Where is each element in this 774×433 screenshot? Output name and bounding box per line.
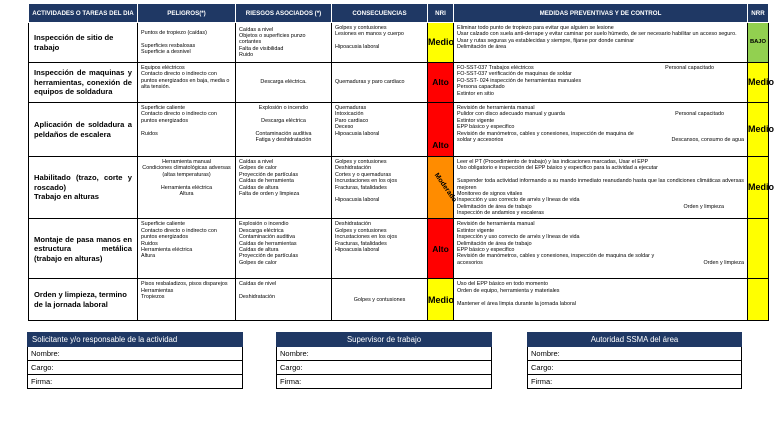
nri-badge: Alto [428,103,454,157]
consequence-line: Golpes y contusiones [353,296,406,303]
measure-line: FO-SST-037 Trabajos eléctricos [457,65,534,71]
consequences-cell [332,219,428,279]
risk-line: Caídas de herramientas [239,240,297,247]
consequence-line: Incrustaciones en los ojos [335,234,398,241]
measures-cell [454,279,748,321]
consequence-line: Deshidratación [335,165,371,172]
hazards-cell [138,103,236,157]
measure-line: EPP básico y especifico [457,246,515,253]
activity-cell: Montaje de pasa manos en estructura metálica (trabajo en alturas) [29,219,138,279]
header-risks: RIESGOS ASOCIADOS (*) [236,4,332,23]
measure-line: Pulidor con disco adecuado manual y guarda [457,111,565,118]
signature-title: Solicitante y/o responsable de la actividad [28,333,243,347]
hazard-line: Tropiezos [141,294,165,301]
measure-line: Mantener el área limpia durante la jornada laboral [457,300,576,307]
consequences-cell [332,63,428,103]
measure-line: Eliminar todo punto de tropiezo para evitar que alguien se lesione [457,25,614,31]
risk-line: Golpes de calor [239,259,277,266]
hazards-cell [138,23,236,63]
nrr-badge [748,279,769,321]
measures-cell [454,219,748,279]
measures-cell [454,63,748,103]
risk-line: Ruido [239,52,254,59]
measure-line: Persona capacitado [457,84,505,91]
header-consequences: CONSECUENCIAS [332,4,428,23]
hazard-line: Ruidos [141,130,158,137]
nri-badge [428,157,458,219]
measure-line: Revisión de manómetros, cables y conexiones, inspección de maquina de soldar y accesorios [457,130,634,143]
risk-line: Contaminación auditiva [255,130,312,137]
risks-cell [236,219,332,279]
signature-block-requester [27,332,243,389]
signature-field-signature[interactable]: Firma: [28,375,243,389]
risk-line: Caídas de nivel [239,281,277,288]
hazard-line: Altura [141,253,156,260]
hazard-line: Herramienta eléctrica [160,184,213,191]
nri-badge-label: Moderado [432,171,458,204]
measures-cell [454,103,748,157]
measure-line: Inspección de andamios y escaleras [457,210,544,216]
consequences-cell [332,103,428,157]
consequence-line: Paro cardiaco [335,117,369,124]
activity-line: Trabajo en alturas [34,192,99,202]
measure-line: Leer el PT (Procedimiento de trabajo) y las indicaciones marcadas, Usar el EPP [457,159,649,165]
risk-line: Explosión o incendio [239,221,289,228]
consequence-line: Deceso [335,124,354,131]
table-row [29,279,769,321]
measure-line: Revisión de manómetros, cables y conexiones, inspección de maquina de soldar y accesorios [457,253,655,266]
header-row [29,4,769,23]
measure-line: Orden de equipo, herramienta y materiales [457,287,560,294]
header-activity: ACTIVIDADES O TAREAS DEL DIA [29,4,138,23]
risk-matrix-table [28,3,774,321]
hazard-line: Superficie caliente [141,221,186,228]
nrr-badge: Medio [748,103,769,157]
signature-block-supervisor [276,332,492,389]
measures-cell [454,157,748,219]
hazard-line: Herramientas [141,287,174,294]
table-row [29,219,769,279]
consequence-line: Lesiones en manos y cuerpo [335,31,404,38]
hazard-line: Equipos eléctricos [141,65,185,71]
activity-cell: Orden y limpieza, termino de la jornada laboral [29,279,138,321]
hazards-cell [138,157,236,219]
measure-line: EPP básico y especifico [457,124,515,131]
hazard-line: Herramienta manual [162,159,211,165]
measure-line: Extintor vigente [457,117,495,124]
signature-field-name[interactable]: Nombre: [277,347,492,361]
hazard-line: Altura [179,190,194,197]
nrr-badge: Medio [748,157,769,219]
consequence-line: Hipoacusia laboral [335,130,380,137]
measure-line: FO-SST-037 verificación de maquinas de soldar [457,71,572,78]
measure-line: Extintor vigente [457,227,495,234]
consequence-line: Golpes y contusiones [335,227,387,234]
measure-line: Usar y rutas seguras ya establecidas y siempre, fijarse por donde caminar [457,37,635,44]
consequence-line: Intoxicación [335,111,364,118]
measure-right-note: Orden y limpieza [683,203,724,210]
risk-line: Caídas a nivel [239,159,274,165]
risk-line: Descarga eléctrica. [260,79,307,86]
measure-right-note: Personal capacitado [665,65,714,71]
risks-cell [236,279,332,321]
hazard-line: Pisos resbaladizos, pisos disparejos [141,281,228,288]
signature-field-name[interactable]: Nombre: [28,347,243,361]
nri-badge: Medio [428,23,454,63]
nrr-badge: BAJO [748,23,769,63]
signature-title: Autoridad SSMA del área [528,333,742,347]
activity-line: Habilitado (trazo, corte y roscado) [34,173,132,192]
hazard-line: Contacto directo o indirecto con puntos energizados [141,227,217,241]
signature-field-position[interactable]: Cargo: [277,361,492,375]
risk-line: Descarga eléctrica [261,117,306,124]
consequences-cell [332,279,428,321]
header-hazards: PELIGROS(*) [138,4,236,23]
hazard-line: Superficie caliente [141,105,186,111]
hazard-line: Ruidos [141,240,158,247]
risks-cell [236,103,332,157]
measure-line: Delimitación de área [457,44,507,51]
table-row [29,23,769,63]
risk-line: Deshidratación [239,294,275,301]
hazard-line: Contacto directo o indirecto con puntos energizados [141,111,217,124]
signature-block-ssma [527,332,742,389]
risk-line: Objetos o superficies punzo cortantes [239,32,306,46]
hazard-line: Contacto directo o indirecto con puntos energizados en baja, media o alta tensión. [141,71,230,91]
hazard-line: Herramienta eléctrica [141,246,193,253]
header-measures: MEDIDAS PREVENTIVAS Y DE CONTROL [454,4,748,23]
risk-line: Explosión o incendio [258,105,309,111]
table-row [29,157,769,219]
risk-line: Golpes de calor [239,165,277,172]
signature-field-name[interactable]: Nombre: [528,347,742,361]
measure-line: Delimitación de área de trabajo [457,240,532,247]
signature-field-signature[interactable]: Firma: [277,375,492,389]
measure-line: Inspección y uso correcto de arnés y líneas de vida [457,234,580,241]
risk-line: Falta de orden y limpieza [239,190,300,197]
consequence-line: Incrustaciones en los ojos [335,178,398,185]
risk-line: Caídas de altura [239,184,279,191]
measure-right-note: Personal capacitado [675,111,724,118]
activity-cell [29,157,138,219]
measure-line: Delimitación de área de trabajo [457,203,532,210]
consequences-cell [332,23,428,63]
measure-right-note: Orden y limpieza [703,259,744,266]
risk-line: Proyección de partículas [239,171,299,178]
header-nri: NRI [428,4,454,23]
risk-line: Falta de visibilidad [239,45,284,52]
risk-line: Descarga eléctrica [239,227,284,234]
activity-cell: Aplicación de soldadura a peldaños de escalera [29,103,138,157]
consequence-line: Hipoacusia laboral [335,197,380,204]
consequence-line: Hipoacusia laboral [335,44,380,51]
consequence-line: Quemaduras y paro cardiaco [335,79,405,86]
risks-cell [236,63,332,103]
consequence-line: Quemaduras [335,105,367,111]
header-nrr: NRR [748,4,769,23]
risk-line: Caídas de altura [239,246,279,253]
measure-line: Suspender toda actividad informando a su mando inmediato reanudando hasta que las condiciones climáticas adversas mejoren [457,178,744,191]
hazard-line: Puntos de tropiezo (caídas) [141,29,207,36]
risks-cell [236,157,332,219]
hazard-line: Condiciones climatológicas adversas [142,165,231,172]
measure-line: Usar calzado con suela anti-derrape y evitar caminar por suelo húmedo, de ser necesario habilitar un acceso seguro. [457,31,737,38]
activity-cell: Inspección de maquinas y herramientas, conexión de equipos de soldadura [29,63,138,103]
consequence-line: Fracturas, fatalidades [335,240,387,247]
signature-field-position[interactable]: Cargo: [28,361,243,375]
hazard-line: Superficie a desnivel [141,48,191,55]
consequence-line: Cortes y o quemaduras [335,171,392,178]
measure-line: Uso del EPP básico en todo momento [457,281,548,288]
signature-field-signature[interactable]: Firma: [528,375,742,389]
nrr-badge: Medio [748,63,769,103]
risk-line: Contaminación auditiva [239,234,296,241]
hazards-cell [138,279,236,321]
table-row [29,103,769,157]
nri-badge: Alto [428,219,454,279]
measure-line: Monitoreo de signos vitales [457,190,523,197]
consequence-line: Hipoacusia laboral [335,246,380,253]
consequences-cell [332,157,428,219]
activity-cell: Inspección de sitio de trabajo [29,23,138,63]
hazard-line: Superficies resbalosas [141,42,196,49]
risks-cell [236,23,332,63]
risk-line: Proyección de partículas [239,253,299,260]
risk-line: Fatiga y deshidratación [255,136,312,143]
consequence-line: Deshidratación [335,221,371,228]
measure-line: FO-SST- 024 inspección de herramientas manuales [457,77,582,84]
nrr-badge [748,219,769,279]
measure-line: Uso obligatorio e inspección del EPP básico y especifico para la actividad a ejecutar [457,165,658,172]
signature-field-position[interactable]: Cargo: [528,361,742,375]
measure-line: Revisión de herramienta manual [457,221,535,228]
measures-cell [454,23,748,63]
hazards-cell [138,63,236,103]
measure-right-note: Descansos, consumo de agua [671,136,744,143]
risk-line: Caídas de herramienta [239,178,294,185]
measure-line: Revisión de herramienta manual [457,105,535,111]
measure-line: Inspección y uso correcto de arnés y líneas de vida [457,197,580,204]
nri-badge: Medio [428,279,454,321]
hazard-line: (altas temperaturas) [162,171,211,178]
nri-badge: Alto [428,63,454,103]
measure-line: Extintor en sitio [457,90,494,97]
consequence-line: Fracturas, fatalidades [335,184,387,191]
risk-line: Caídas a nivel [239,26,274,33]
hazards-cell [138,219,236,279]
table-row [29,63,769,103]
signature-title: Supervisor de trabajo [277,333,492,347]
consequence-line: Golpes y contusiones [335,25,387,31]
consequence-line: Golpes y contusiones [335,159,387,165]
